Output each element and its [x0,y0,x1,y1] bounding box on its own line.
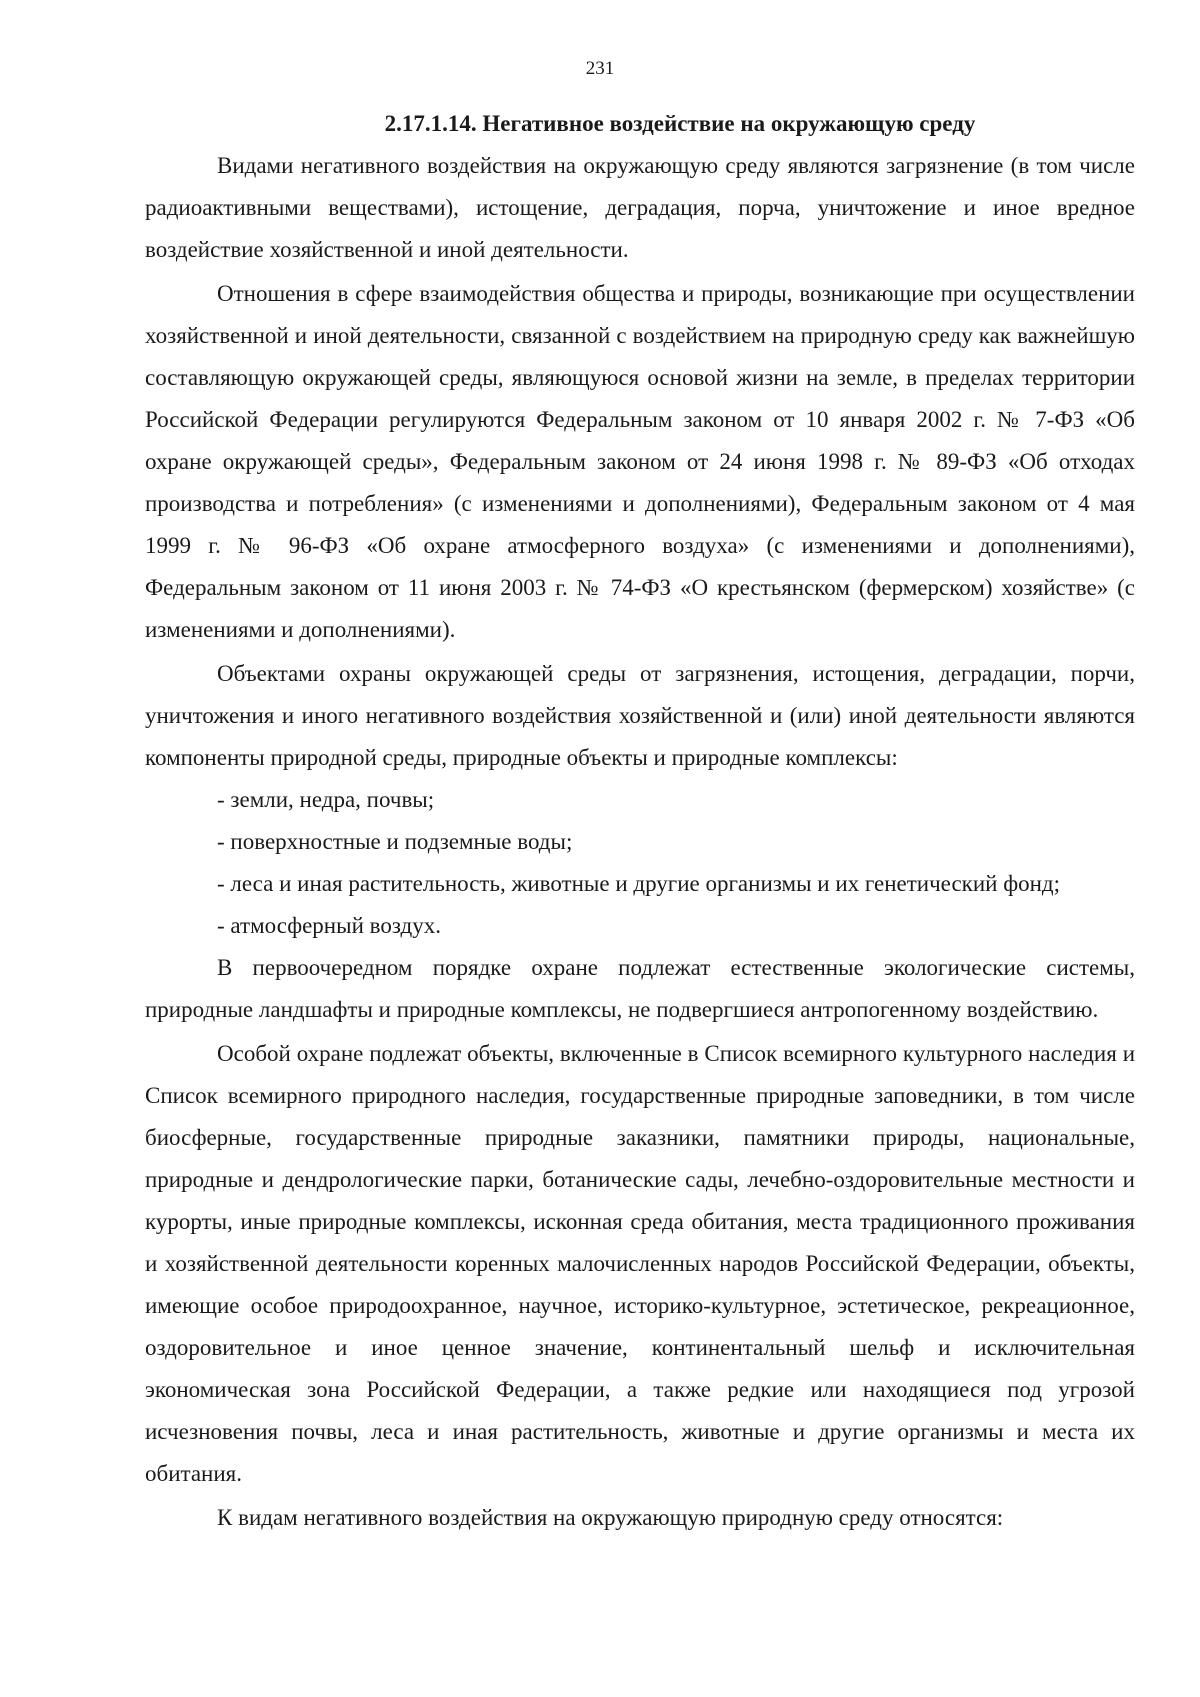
paragraph-special-protection: Особой охране подлежат объекты, включенные в Список всемирного культурного наследия и Список всемирного природного наследия, государственные природные заповедники, в том числе биосферные, государственные природные заказники, памятники природы, национальные, природные и дендрологические парки, ботанические сады, лечебно-оздоровительные местности и курорты, иные природные комплексы, исконная среда обитания, места традиционного проживания и хозяйственной деятельности коренных малочисленных народов Российской Федерации, объекты, имеющие особое природоохранное, научное, историко-культурное, эстетическое, рекреационное, оздоровительное и иное ценное значение, континентальный шельф и исключительная экономическая зона Российской Федерации, а также редкие или находящиеся под угрозой исчезновения почвы, леса и иная растительность, животные и другие организмы и места их обитания. [145,1041,1135,1486]
list-item: - земли, недра, почвы; [217,787,435,812]
list-item: - поверхностные и подземные воды; [217,829,573,854]
paragraph-protected-objects: Объектами охраны окружающей среды от загрязнения, истощения, деградации, порчи, уничтожения и иного негативного воздействия хозяйственной и (или) иной деятельности являются компоненты природной среды, природные объекты и природные комплексы: [145,661,1135,770]
section-heading: 2.17.1.14. Негативное воздействие на окружающую среду [384,111,976,136]
list-item: - леса и иная растительность, животные и другие организмы и их генетический фонд; [217,871,1061,896]
page-content [145,103,1135,1539]
paragraph-priority-protection: В первоочередном порядке охране подлежат естественные экологические системы, природные ландшафты и природные комплексы, не подвергшиеся антропогенному воздействию. [145,955,1135,1022]
paragraph-definition: Видами негативного воздействия на окружающую среду являются загрязнение (в том числе радиоактивными веществами), истощение, деградация, порча, уничтожение и иное вредное воздействие хозяйственной и иной деятельности. [145,153,1135,262]
paragraph-legislation: Отношения в сфере взаимодействия общества и природы, возникающие при осуществлении хозяйственной и иной деятельности, связанной с воздействием на природную среду как важнейшую составляющую окружающей среды, являющуюся основой жизни на земле, в пределах территории Российской Федерации регулируются Федеральным законом от 10 января 2002 г. № 7-ФЗ «Об охране окружающей среды», Федеральным законом от 24 июня 1998 г. № 89-ФЗ «Об отходах производства и потребления» (с изменениями и дополнениями), Федеральным законом от 4 мая 1999 г. № 96-ФЗ «Об охране атмосферного воздуха» (с изменениями и дополнениями), Федеральным законом от 11 июня 2003 г. № 74-ФЗ «О крестьянском (фермерском) хозяйстве» (с изменениями и дополнениями). [145,281,1135,642]
page-number: 231 [585,58,615,79]
protected-components-list [145,779,1135,947]
list-item: - атмосферный воздух. [217,913,441,938]
paragraph-impact-types: К видам негативного воздействия на окружающую природную среду относятся: [217,1505,1004,1530]
